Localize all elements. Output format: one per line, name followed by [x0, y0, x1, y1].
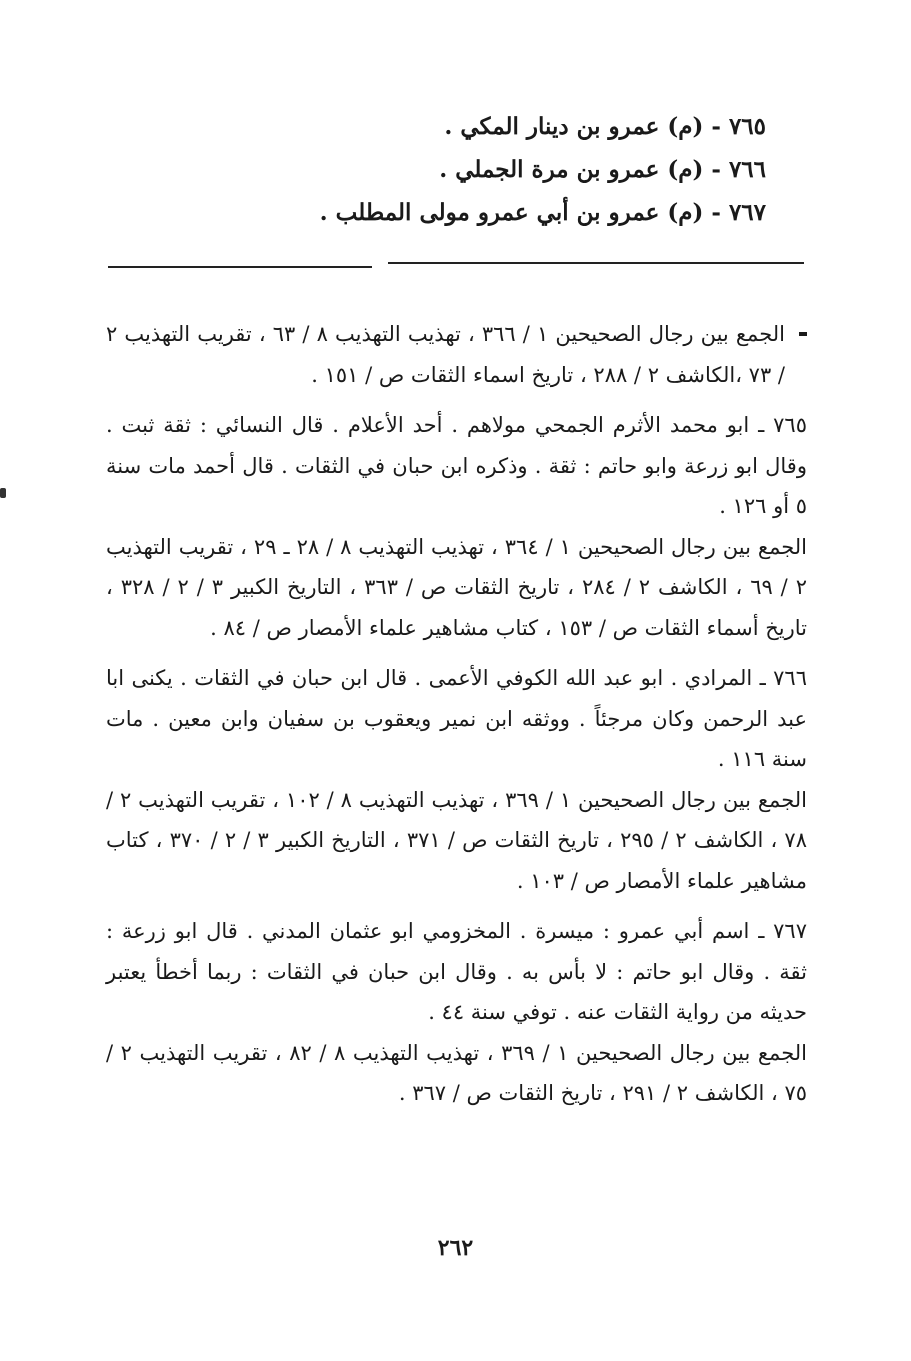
footnote-767 — [106, 911, 807, 1114]
entry-765: ٧٦٥ - (م) عمرو بن دينار المكي . — [444, 113, 766, 140]
footnote-separator-right — [388, 262, 804, 264]
footnote-intro — [106, 314, 807, 395]
footnote-765-bio: ٧٦٥ ـ ابو محمد الأثرم الجمحي مولاهم . أحد الأعلام . قال النسائي : ثقة ثبت . وقال ابو زرعة وابو حاتم : ثقة . وذكره ابن حبان في الثقات . قال أحمد مات سنة ٥ أو ١٢٦ . — [106, 413, 807, 518]
footnote-separator-left — [108, 266, 372, 268]
margin-mark — [0, 488, 6, 498]
footnote-765-refs: الجمع بين رجال الصحيحين ١ / ٣٦٤ ، تهذيب التهذيب ٨ / ٢٨ ـ ٢٩ ، تقريب التهذيب ٢ / ٦٩ ، الكاشف ٢ / ٢٨٤ ، تاريخ الثقات ص / ٣٦٣ ، التاريخ الكبير ٣ / ٢ / ٣٢٨ ، تاريخ أسماء الثقات ص / ١٥٣ ، كتاب مشاهير علماء الأمصار ص / ٨٤ . — [106, 534, 808, 640]
entry-766: ٧٦٦ - (م) عمرو بن مرة الجملي . — [439, 156, 766, 183]
footnotes — [106, 314, 807, 1124]
entry-list — [246, 105, 766, 234]
entry-767: ٧٦٧ - (م) عمرو بن أبي عمرو مولى المطلب . — [319, 199, 766, 226]
footnote-767-bio: ٧٦٧ ـ اسم أبي عمرو : ميسرة . المخزومي ابو عثمان المدني . قال ابو زرعة : ثقة . وقال ابو حاتم : لا بأس به . وقال ابن حبان في الثقات : ربما أخطأ يعتبر حديثه من رواية الثقات عنه . توفي سنة ٤٤ . — [106, 919, 807, 1024]
footnote-intro-text: الجمع بين رجال الصحيحين ١ / ٣٦٦ ، تهذيب التهذيب ٨ / ٦٣ ، تقريب التهذيب ٢ / ٧٣ ،الكاشف ٢ / ٢٨٨ ، تاريخ اسماء الثقات ص / ١٥١ . — [106, 322, 785, 387]
page-number: ٢٦٢ — [437, 1235, 474, 1261]
footnote-766-bio: ٧٦٦ ـ المرادي . ابو عبد الله الكوفي الأعمى . قال ابن حبان في الثقات . يكنى ابا عبد الرحمن وكان مرجئاً . ووثقه ابن نمير ويعقوب بن سفيان وابن معين . مات سنة ١١٦ . — [106, 666, 807, 771]
bullet-icon — [799, 332, 807, 336]
footnote-766-refs: الجمع بين رجال الصحيحين ١ / ٣٦٩ ، تهذيب التهذيب ٨ / ١٠٢ ، تقريب التهذيب ٢ / ٧٨ ، الكاشف ٢ / ٢٩٥ ، تاريخ الثقات ص / ٣٧١ ، التاريخ الكبير ٣ / ٢ / ٣٧٠ ، كتاب مشاهير علماء الأمصار ص / ١٠٣ . — [106, 787, 807, 893]
footnote-765 — [106, 405, 807, 648]
footnote-766 — [106, 658, 807, 901]
footnote-767-refs: الجمع بين رجال الصحيحين ١ / ٣٦٩ ، تهذيب التهذيب ٨ / ٨٢ ، تقريب التهذيب ٢ / ٧٥ ، الكاشف ٢ / ٢٩١ ، تاريخ الثقات ص / ٣٦٧ . — [106, 1040, 807, 1105]
